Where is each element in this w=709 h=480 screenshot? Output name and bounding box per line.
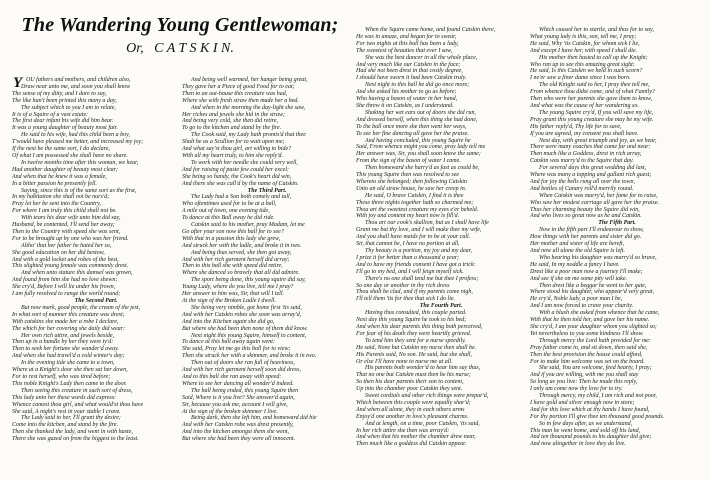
- verse-line: And into the kitchen amongst them she went,: [182, 429, 289, 436]
- verse-line: The subject which to you I am to relate,: [21, 104, 116, 111]
- verse-line: Then to this ball she with speed did retire,: [182, 263, 283, 270]
- verse-line: And she asked his mother to go as before;: [356, 89, 457, 96]
- verse-line: Who having a bason of water in her hand,: [356, 96, 458, 103]
- title-block: [6, 13, 354, 57]
- verse-line: His Parents said, No son. He said, but she shall,: [356, 351, 472, 358]
- verse-line: She said, You are welcome, feed hearty, I pray;: [539, 365, 652, 372]
- verse-line: She being very nimble, got home first 'tis said,: [191, 304, 302, 311]
- verse-line: He said to his wife, had this child been a boy,: [21, 132, 130, 139]
- verse-line: In twelve months time after this woman, we hear,: [21, 159, 139, 166]
- verse-line: The Cook said, my Lady hath promis'd that thee: [191, 132, 306, 139]
- verse-line: From the sign of the bason of water I came.: [356, 158, 461, 165]
- part-heading: The Fifth Part.: [598, 220, 636, 227]
- verse-line: Or else I'll have none to nurse me at all.: [356, 358, 453, 365]
- verse-line: Pray father come in, and sit down, then said she,: [530, 344, 648, 351]
- verse-line: The like han't been printed this many a day,: [12, 97, 117, 104]
- verse-line: This slighted young female was commonly drest.: [12, 263, 129, 270]
- verse-line: Drest like a poor man now a journey I'll make;: [530, 268, 643, 275]
- verse-line: Where was many a topping and gallant rich guest;: [530, 172, 652, 179]
- verse-line: Then up in a bundle by her they were ty'd:: [12, 339, 114, 346]
- verse-line: Sweet cordials and other rich things were prepar'd,: [365, 393, 489, 400]
- verse-line: Now in the fifth part I'll endeavour to show,: [539, 227, 644, 234]
- verse-line: In her rich attire she then was array'd:: [356, 427, 450, 434]
- verse-line: And when unto stature this damsel was grown,: [21, 270, 133, 277]
- verse-line: Said, From whence might you come, pray lady tell me: [356, 144, 486, 151]
- verse-line: I should have sworn it had been Catskin truly.: [356, 75, 467, 82]
- verse-line: And now altogether in love they do live.: [530, 441, 626, 448]
- verse-line: Then much like a Goddess, drest in rich array,: [530, 151, 642, 158]
- verse-line: What young lady is this, son, tell me, I pray;: [530, 33, 637, 40]
- verse-line: Shaking her wet ears out of doors she did run,: [365, 109, 476, 116]
- verse-line: So long as you live: Then he made this reply,: [530, 379, 638, 386]
- verse-line: She cry'd, Before I will lie under his frown,: [12, 284, 116, 291]
- verse-line: His parents both wonder'd to hear him say thus,: [365, 365, 481, 372]
- verse-line: In a bitter passion he presently fell.: [12, 180, 97, 187]
- verse-line: Thus her charming beauty the Squire did win,: [530, 206, 640, 213]
- verse-line: For to rest herself, who was tired before;: [12, 373, 111, 380]
- verse-line: Who oftentimes used for to be at a ball,: [182, 201, 277, 208]
- verse-line: A mile out of town, one evening tide,: [182, 208, 270, 215]
- verse-line: I am fully resolved to range the world round;: [12, 291, 121, 298]
- verse-line: The sport being done, this young squire did say,: [191, 277, 306, 284]
- verse-line: Which between this couple were equally shar'd;: [356, 399, 471, 406]
- verse-line: Saying, since this is of the same sort as the first,: [21, 187, 137, 194]
- verse-line: To tend him they sent for a nurse speedily.: [365, 337, 466, 344]
- verse-line: She good education on her did bestow,: [12, 249, 105, 256]
- verse-line: And ten thousand pounds to his daughter did give;: [530, 434, 652, 441]
- verse-line: When Catskin was marry'd, her fame for to raise,: [539, 192, 658, 199]
- verse-line: T'would have pleased me better, and increased my joy;: [12, 139, 144, 146]
- verse-line: There's no one shall tend me but thee I profess;: [365, 275, 479, 282]
- verse-line: With all my heart truly, to him she reply'd.: [182, 152, 284, 159]
- verse-line: To dance at this Ball away he did ride.: [182, 215, 275, 222]
- verse-line: She said, Pray let me go this ball for to view;: [182, 346, 291, 353]
- verse-line: Where at a Knight's door she then sat her down,: [12, 367, 128, 374]
- verse-line: This man he went home, and sold off his land,: [530, 427, 641, 434]
- verse-line: He said, None but Catskin my nurse then shall be.: [356, 344, 477, 351]
- verse-line: Her riches and jewels she hid in the straw;: [182, 111, 285, 118]
- verse-line: And struck her with the ladle, and broke it in two.: [182, 242, 302, 249]
- verse-line: Pray let her be sent into the Country,: [12, 201, 101, 208]
- part-heading: The Fourth Part.: [419, 303, 463, 310]
- verse-line: Had another daughter of beauty most clear;: [12, 166, 118, 173]
- verse-line: And when in the morning the day-light she saw,: [191, 104, 306, 111]
- verse-line: When the Squire came home, and found Catskin there,: [365, 27, 496, 33]
- verse-line: I'll tell them 'tis for thee that sick I do lie.: [356, 296, 456, 303]
- verse-line: And when his dear parents this thing both perceived,: [356, 323, 483, 330]
- verse-line: I only am come now thy love for to try.: [530, 386, 623, 393]
- verse-line: Y OU fathers and mothers, and children also,: [13, 75, 131, 91]
- verse-line: She threw it on Catskin, as I understand.: [356, 102, 454, 109]
- verse-line: And with her Catskin robe was drest presently,: [182, 422, 294, 429]
- verse-line: Of what I am possessed she shall have no share.: [12, 152, 128, 159]
- verse-line: But now mark, good people, the cream of the jest,: [21, 304, 141, 311]
- verse-line: Who saw her modest carriage all gave her the praise.: [530, 199, 659, 206]
- verse-line: Then the best provision the house could afford,: [530, 351, 643, 358]
- verse-line: Where she with fresh straw then made her a bed.: [182, 97, 299, 104]
- verse-line: Next night this young Squire, himself to content,: [191, 332, 307, 339]
- verse-line: And if you are willing, with me you shall stay: [530, 372, 639, 379]
- verse-line: Shalt be as a Scullion for to wait upon me;: [182, 139, 285, 146]
- verse-line: The which for her covering she daily did wear:: [12, 325, 125, 332]
- verse-line: In what sort of manner this creature was drest;: [12, 311, 125, 318]
- verse-line: Pray grant this young creature she may be my wife.: [530, 116, 654, 123]
- verse-line: And for raising of paste few could her excel:: [182, 166, 289, 173]
- verse-line: Thou art the sweetest creature my eyes e'er beheld.: [356, 206, 479, 213]
- verse-line: Said, Where is it you live? She answer'd again,: [182, 394, 295, 401]
- verse-line: Whereto she belonged; then following Catskin: [356, 178, 467, 185]
- verse-line: She was the best dancer in all the whole place,: [365, 54, 478, 61]
- verse-line: He said, Is this Catskin we held in such scorn?: [530, 68, 643, 75]
- verse-line: Sir, because you ask me, account I will give,: [182, 401, 288, 408]
- verse-line: There she was gazed on from the biggest to the least.: [12, 436, 139, 443]
- verse-line: And with her Catskin robes she soon was array'd,: [182, 311, 302, 318]
- verse-line: Where stood his daughter, who appear'd very great,: [530, 289, 654, 296]
- verse-line: Her answer was, Sir, you shall soon know the same;: [356, 151, 481, 158]
- verse-line: And with her rich garment herself did array;: [182, 256, 290, 263]
- verse-line: Young Lady, where do you live, tell me I pray?: [182, 284, 294, 291]
- verse-line: Then to the Country with speed she was sent,: [12, 228, 121, 235]
- verse-line: If the next be the same sort, I do declare,: [12, 146, 110, 153]
- verse-line: He said, O brave Catskin, I find it is thee: [365, 192, 464, 199]
- verse-line: Then seeing this creature in such sort of dress,: [21, 387, 133, 394]
- verse-line: Then she struck her with a skimmer, and broke it in two.: [182, 353, 317, 360]
- verse-line: And with a gold locket and robes of the best,: [12, 256, 119, 263]
- verse-line: The sweetest of beauties that ever I saw,: [356, 47, 453, 54]
- verse-line: Then who were her parents she gave them to know,: [530, 96, 653, 103]
- verse-line: So one day or another in thy rich dress: [356, 282, 450, 289]
- verse-line: Who ran up to see this amazing great sight:: [530, 61, 635, 68]
- verse-line: How things with her parents and sister did go.: [530, 234, 642, 241]
- verse-line: He was in amaze, and began for to swear,: [356, 33, 457, 40]
- verse-line: That no one but Catskin must then be his nurse;: [356, 372, 471, 379]
- verse-line: For several days this great wedding did last,: [539, 165, 647, 172]
- verse-line: Husband, be contented, I'll send her away;: [12, 222, 115, 229]
- verse-line: And when she had travel'd a cold winter's day;: [12, 353, 125, 360]
- verse-line: And into the Kitchen again she did go,: [182, 318, 275, 325]
- verse-line: But where she had been they were all innocent.: [182, 436, 296, 443]
- verse-line: Catskin said to his mother, pray Madam, let me: [191, 222, 305, 229]
- verse-column-3: [356, 27, 526, 448]
- verse-line: With joy and content my heart now is fill'd.: [356, 213, 460, 220]
- verse-line: At the sign of the broken skimmer I live.: [182, 408, 278, 415]
- verse-line: And when that he knew it was a female,: [12, 173, 107, 180]
- verse-line: She being so handy, the Cook's heart did win,: [182, 173, 292, 180]
- verse-line: For thy portion I'll give thee ten thousand good pounds.: [530, 413, 665, 420]
- verse-line: He said, Why 'tis Catskin, for whom sick I lie,: [530, 40, 640, 47]
- verse-line: Having thus consulted, this couple parted.: [365, 310, 467, 317]
- verse-line: This lady unto her these words did express:: [12, 394, 117, 401]
- verse-line: These three nights together hath so charmed me;: [356, 199, 474, 206]
- verse-line: I ne'er saw a finer dame since I was born.: [530, 75, 631, 82]
- verse-line: For to make him welcome was set on the board.: [530, 358, 645, 365]
- verse-line: Enjoy'd one another in love's pleasant charms.: [356, 413, 469, 420]
- verse-column-2: [182, 77, 352, 443]
- verse-line: And at length, on a time, poor Catskin, 'tis said,: [365, 420, 480, 427]
- verse-line: Unto an old straw house, he saw her creep in.: [356, 185, 467, 192]
- verse-line: And to this ball she ran away with speed:: [182, 373, 282, 380]
- verse-line: Who hearing his daughter was marry'd so brave,: [539, 254, 657, 261]
- verse-line: She cry'd, I am your daughter whom you slighted so;: [530, 323, 657, 330]
- verse-line: He cry'd, Noble lady, a poor man I be,: [530, 296, 623, 303]
- verse-line: The young Squire cry'd, If you will save my life,: [539, 109, 654, 116]
- verse-line: And what was the cause of her wandering so.: [530, 102, 639, 109]
- verse-line: With that in a passion this lady she grew,: [182, 235, 281, 242]
- verse-line: Catskin was marry'd to the Squire that day.: [530, 158, 634, 165]
- verse-line: To the ball once more she then went her ways,: [356, 123, 467, 130]
- drop-cap: Y: [13, 75, 23, 91]
- verse-line: From whence thou didst come, and of what Family?: [530, 89, 655, 96]
- verse-line: In my habitation she shall not be nurs'd;: [12, 194, 110, 201]
- verse-line: And when all alone, they in each others arms: [356, 406, 465, 413]
- verse-line: Then she thanked the lady, and went in with haste,: [12, 429, 133, 436]
- verse-line: And see if she on me some pity will take.: [530, 275, 627, 282]
- verse-line: And now all alone the old Squire is left.: [530, 248, 625, 254]
- verse-line: The Lady had a Son both comely and tall,: [191, 194, 292, 201]
- verse-line: To dance at this ball away again went:: [182, 339, 275, 346]
- verse-line: Had she not been drest in that costly degree,: [356, 68, 463, 75]
- verse-line: And dressed herself, when this thing she had done,: [356, 116, 478, 123]
- verse-line: And for joy the bells rung all over the town,: [530, 178, 635, 185]
- verse-line: The sense of my ditty, and I dare to say,: [12, 90, 107, 97]
- verse-line: In the evening tide she came to a town,: [21, 360, 115, 367]
- verse-column-1: [12, 77, 180, 443]
- verse-line: And with her rich garment herself soon did dress,: [182, 367, 301, 374]
- verse-line: Draw near unto me, and soon you shall know: [21, 83, 131, 90]
- verse-line: Being dark, then she left him, and homeward did hie: [191, 415, 317, 422]
- verse-line: If you are agreed, my consent you shall have.: [530, 130, 639, 137]
- verse-line: Which caused her to startle, and thus for to say,: [539, 27, 654, 33]
- verse-line: This noble Knight's Lady then came to the door.: [12, 380, 127, 387]
- verse-line: Grant me but thy love, and I will make thee my wife,: [356, 227, 482, 234]
- verse-line: Come into the kitchen, and stand by the fire.: [12, 422, 119, 429]
- verse-line: I have gold and silver enough now in store;: [530, 399, 635, 406]
- verse-line: To see her fine dancing all gave her the praise.: [356, 130, 469, 137]
- verse-line: His father reply'd, Thy life for to save,: [530, 123, 622, 130]
- verse-line: Up into the chamber poor Catskin they sent.: [356, 386, 463, 393]
- verse-line: Altho' that her father he hated her so,: [21, 242, 112, 249]
- verse-line: And you shall have maids for to be at your call.: [356, 234, 471, 241]
- verse-line: Where she danced so bravely that all did admire.: [182, 270, 300, 277]
- verse-column-4: [530, 27, 704, 448]
- verse-line: Then homeward she hurry'd as fast as could be,: [365, 165, 480, 172]
- verse-line: Through mercy the Lord hath provided for me:: [539, 337, 651, 344]
- verse-line: And what say'st thou girl, art willing to bide?: [182, 146, 292, 153]
- verse-line: And being thus served, she then got away,: [191, 249, 292, 256]
- verse-line: Whence camest thou girl, and what would'st thou have: [12, 401, 144, 408]
- part-heading: The Second Part.: [74, 298, 118, 304]
- verse-line: There were many coaches that came far and near:: [530, 144, 651, 151]
- verse-line: And found from him she had no love shewn;: [12, 277, 118, 284]
- verse-line: Then to seek her fortune she wander'd away.: [12, 346, 119, 353]
- verse-line: Next day, with great triumph and joy, as we hear,: [539, 137, 657, 144]
- verse-line: This young Squire then was resolved to see: [356, 172, 460, 179]
- verse-line: For to be brought up by one who was her friend.: [12, 235, 129, 242]
- verse-line: Her mother and sister of life are bereft,: [530, 241, 625, 248]
- verse-line: And very much like our Catskin in the face;: [356, 61, 461, 68]
- verse-line: For fear of his death they were heartily grieved.: [356, 330, 472, 337]
- verse-line: Then much like a goddess did Catskin appear.: [356, 441, 467, 448]
- verse-line: Her answer to him was, Sir, that will I tell.: [182, 291, 285, 298]
- verse-line: And to have my friends consent I have got a trick:: [356, 261, 476, 268]
- verse-line: And when that his mother the chamber drew near,: [356, 434, 476, 441]
- verse-line: So in few days after, as we understand,: [539, 420, 633, 427]
- verse-line: Then drest like a beggar he went to her gate,: [539, 282, 647, 289]
- verse-line: The Lady said to her, I'll grant thy desire;: [21, 415, 121, 422]
- verse-line: And there she was call'd by the name of Catskin.: [182, 180, 299, 187]
- verse-line: Next day this young Squire he took to his bed;: [356, 317, 467, 324]
- verse-line: And bottles of Canary roll'd merrily round.: [530, 185, 634, 192]
- verse-line: And having concluded, this young Squire he: [365, 137, 471, 144]
- verse-line: The ball being ended, this young Squire then: [191, 387, 299, 394]
- part-heading: The Third Part.: [247, 187, 287, 194]
- verse-line: And I am now forced to crave your charity.: [530, 303, 634, 310]
- verse-line: I prize it for better than a thousand a year;: [356, 254, 460, 261]
- verse-line: Next night to this ball he did go once more;: [365, 82, 470, 89]
- verse-line: And being very cold, she then did retire,: [182, 118, 279, 125]
- verse-line: The old Knight said to her, I pray thee tell me,: [539, 82, 650, 89]
- verse-line: Thou shalt be clad, and if my parents come nigh,: [356, 289, 473, 296]
- verse-line: But where she had been then none of them did know.: [182, 325, 308, 332]
- verse-line: Then out of doors she ran full of heaviness,: [191, 360, 295, 367]
- verse-line: And being well warmed, her hunger being great,: [191, 77, 308, 83]
- verse-line: The first dear infant his wife did him bear.: [12, 118, 114, 125]
- verse-line: To go to the kitchen and stand by the fire.: [182, 125, 282, 132]
- verse-line: Her own rich attire, and jewels beside,: [21, 332, 115, 339]
- verse-line: His mother then hasted to call up the Knight;: [539, 54, 648, 61]
- verse-line: It is of a Squire of a vast estate:: [12, 111, 89, 118]
- verse-line: Thou art our cook's skullion, but as I shall have life: [365, 220, 489, 227]
- verse-line: They gave her a Piece of good Food for to eat;: [182, 83, 295, 90]
- verse-line: And who lives so great now as he and Catskin.: [530, 213, 642, 220]
- page-subtitle: Or, C A T S K I N.: [126, 41, 234, 56]
- verse-line: Sir, that cannot be, I have no portion at all.: [356, 241, 460, 248]
- verse-line: Through mercy, my child, I am rich and not poor,: [539, 393, 657, 400]
- verse-line: With catskins she made her a robe I declare,: [12, 318, 119, 325]
- verse-line: At the sign of the Broken Ladle I dwell.: [182, 298, 276, 304]
- verse-line: Go after your son now this ball for to see?: [182, 228, 284, 235]
- verse-line: So then his dear parents their son to content,: [356, 379, 464, 386]
- verse-line: Thy beauty is a portion, my joy and my dear,: [365, 248, 472, 254]
- verse-line: Then to an out-house this creature was had,: [182, 90, 288, 97]
- verse-line: For two nights at this ball has been a lady,: [356, 40, 459, 47]
- verse-line: She said, A night's rest in your stable I crave.: [12, 408, 121, 415]
- verse-line: To work with her needle she could very well,: [191, 159, 298, 166]
- verse-line: And except I have her, with speed I shall die.: [530, 47, 638, 54]
- verse-line: I'll go to my bed, and I will feign myself sick.: [356, 268, 464, 275]
- verse-line: And for this love which at thy hands I have found,: [530, 406, 650, 413]
- verse-line: With a blush she asked from whence that he came,: [539, 310, 660, 317]
- verse-line: He said, In my noddle a fancy I have.: [530, 261, 620, 268]
- verse-line: It was a young daughter of beauty most fair.: [12, 125, 118, 132]
- verse-line: Where to see her dancing all wonder'd indeed.: [182, 380, 294, 387]
- verse-line: With tears his dear wife unto him did say,: [21, 215, 121, 222]
- page-title: The Wandering Young Gentlewoman;: [21, 14, 339, 36]
- verse-line: Yet nevertheless to you some kindness I'll show.: [530, 330, 644, 337]
- verse-line: With that he then told her, and gave her his name.: [530, 317, 650, 324]
- verse-line: For where I am truly this child shall not be.: [12, 208, 117, 215]
